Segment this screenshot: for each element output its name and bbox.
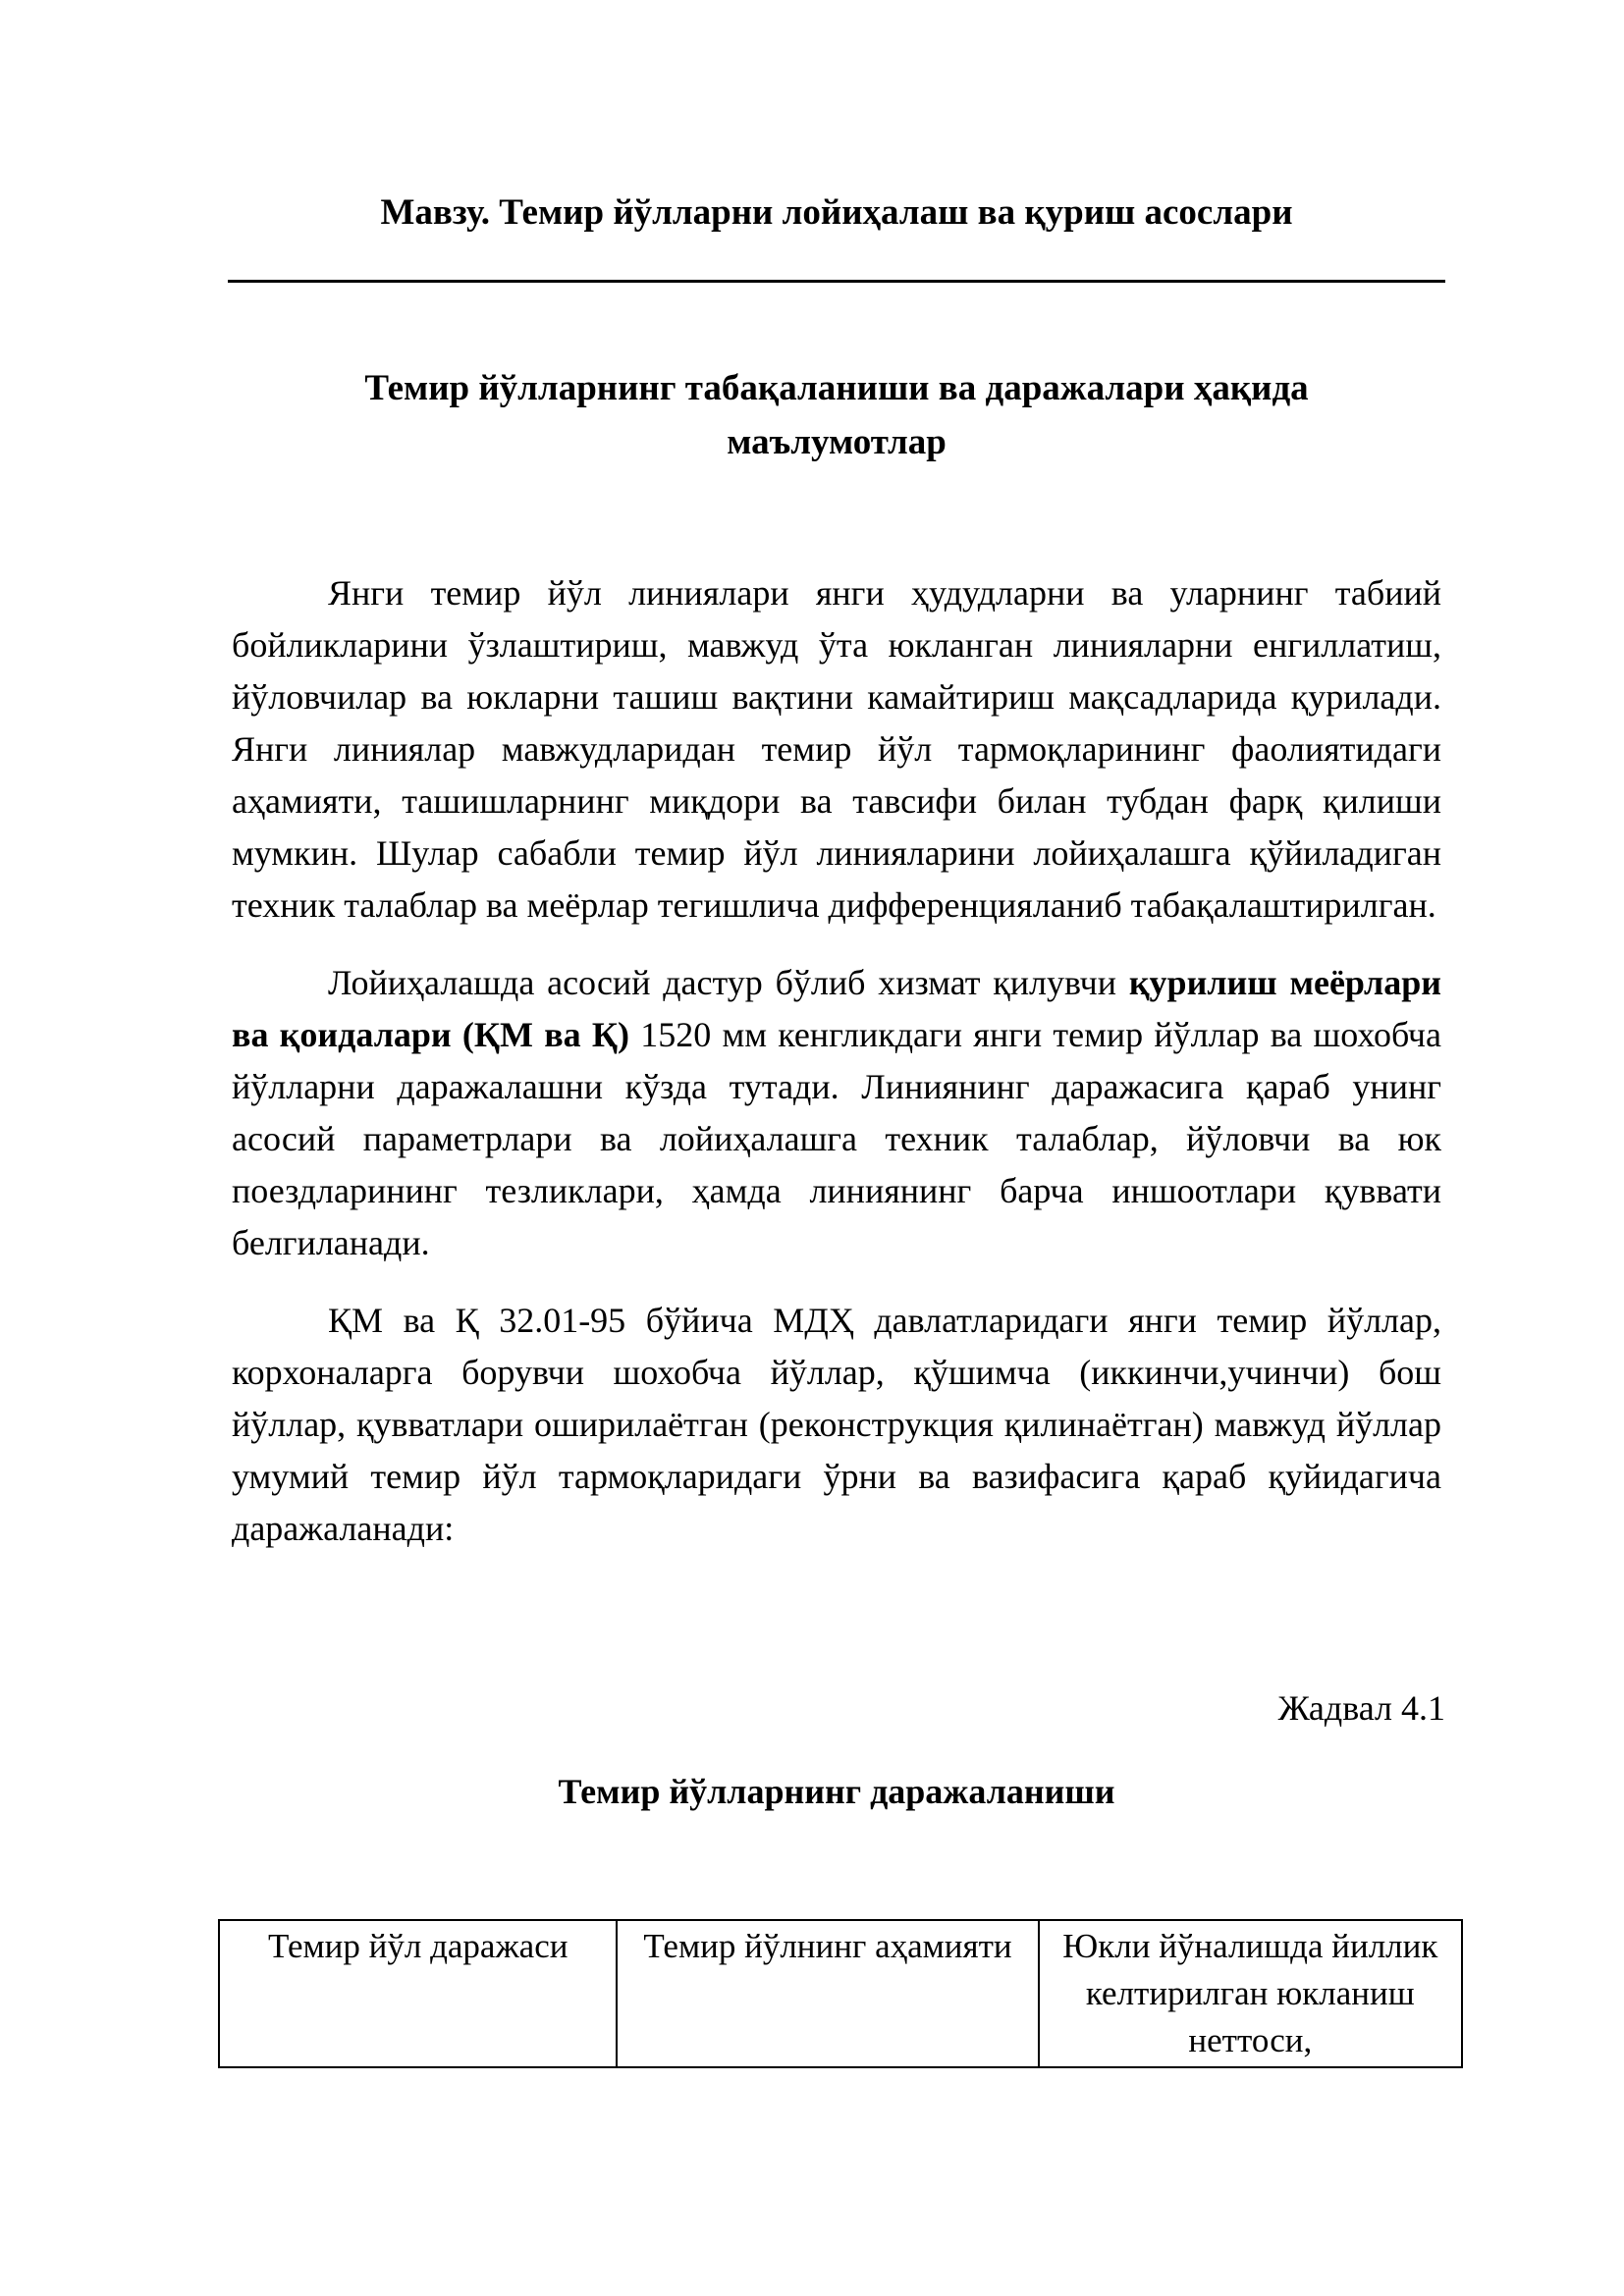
table-header-cell-load: Юкли йўналишда йиллик келтирилган юкланиш неттоси,: [1039, 1920, 1462, 2067]
table-title: Темир йўлларнинг даражаланиши: [558, 1772, 1115, 1811]
section-title-line-1: Темир йўлларнинг табақаланиши ва даражалари ҳақида: [364, 368, 1309, 408]
paragraph-2-text-before: Лойиҳалашда асосий дастур бўлиб хизмат қилувчи: [328, 963, 1129, 1002]
paragraph-3: ҚМ ва Қ 32.01-95 бўйича МДҲ давлатларидаги янги темир йўллар, корхоналарга борувчи шохобча йўллар, қўшимча (иккинчи,учинчи) бош йўллар, қувватлари оширилаётган (реконструкция қилинаётган) мавжуд йўллар умумий темир йўл тармоқларидаги ўрни ва вазифасига қараб қуйидагича даражаланади:: [232, 1301, 1441, 1548]
table-header-row: [219, 1920, 1462, 2067]
table-caption: Жадвал 4.1: [1277, 1688, 1445, 1728]
classification-table: [218, 1919, 1463, 2068]
topic-title: Мавзу. Темир йўлларни лойиҳалаш ва қуриш асослари: [380, 192, 1293, 233]
paragraph-2-text-after: 1520 мм кенгликдаги янги темир йўллар ва шохобча йўлларни даражалашни кўзда тутади. Линиянинг даражасига қараб унинг асосий параметрлари ва лойиҳалашга техник талаблар, йўловчи ва юк поездларининг тезликлари, ҳамда линиянинг барча иншоотлари қуввати белгиланади.: [232, 1015, 1441, 1262]
table-header-cell-significance: Темир йўлнинг аҳамияти: [617, 1920, 1038, 2067]
table-header-cell-category: Темир йўл даражаси: [219, 1920, 617, 2067]
body-text: [232, 567, 1441, 1580]
paragraph-2: [232, 957, 1441, 1269]
section-title: [228, 361, 1445, 469]
paragraph-2-bold-term: қурилиш меёрлари ва қоидалари (ҚМ ва Қ): [232, 963, 1442, 1054]
section-title-line-2: маълумотлар: [727, 422, 947, 462]
paragraph-1: Янги темир йўл линиялари янги ҳудудларни ва уларнинг табиий бойликларини ўзлаштириш, мавжуд ўта юкланган линияларни енгиллатиш, йўловчилар ва юкларни ташиш вақтини камайтириш мақсадларида қурилади. Янги линиялар мавжудларидан темир йўл тармоқларининг фаолиятидаги аҳамияти, ташишларнинг миқдори ва тавсифи билан тубдан фарқ қилиши мумкин. Шулар сабабли темир йўл линияларини лойиҳалашга қўйиладиган техник талаблар ва меёрлар тегишлича дифференцияланиб табақалаштирилган.: [232, 573, 1441, 925]
title-divider: [228, 280, 1445, 283]
